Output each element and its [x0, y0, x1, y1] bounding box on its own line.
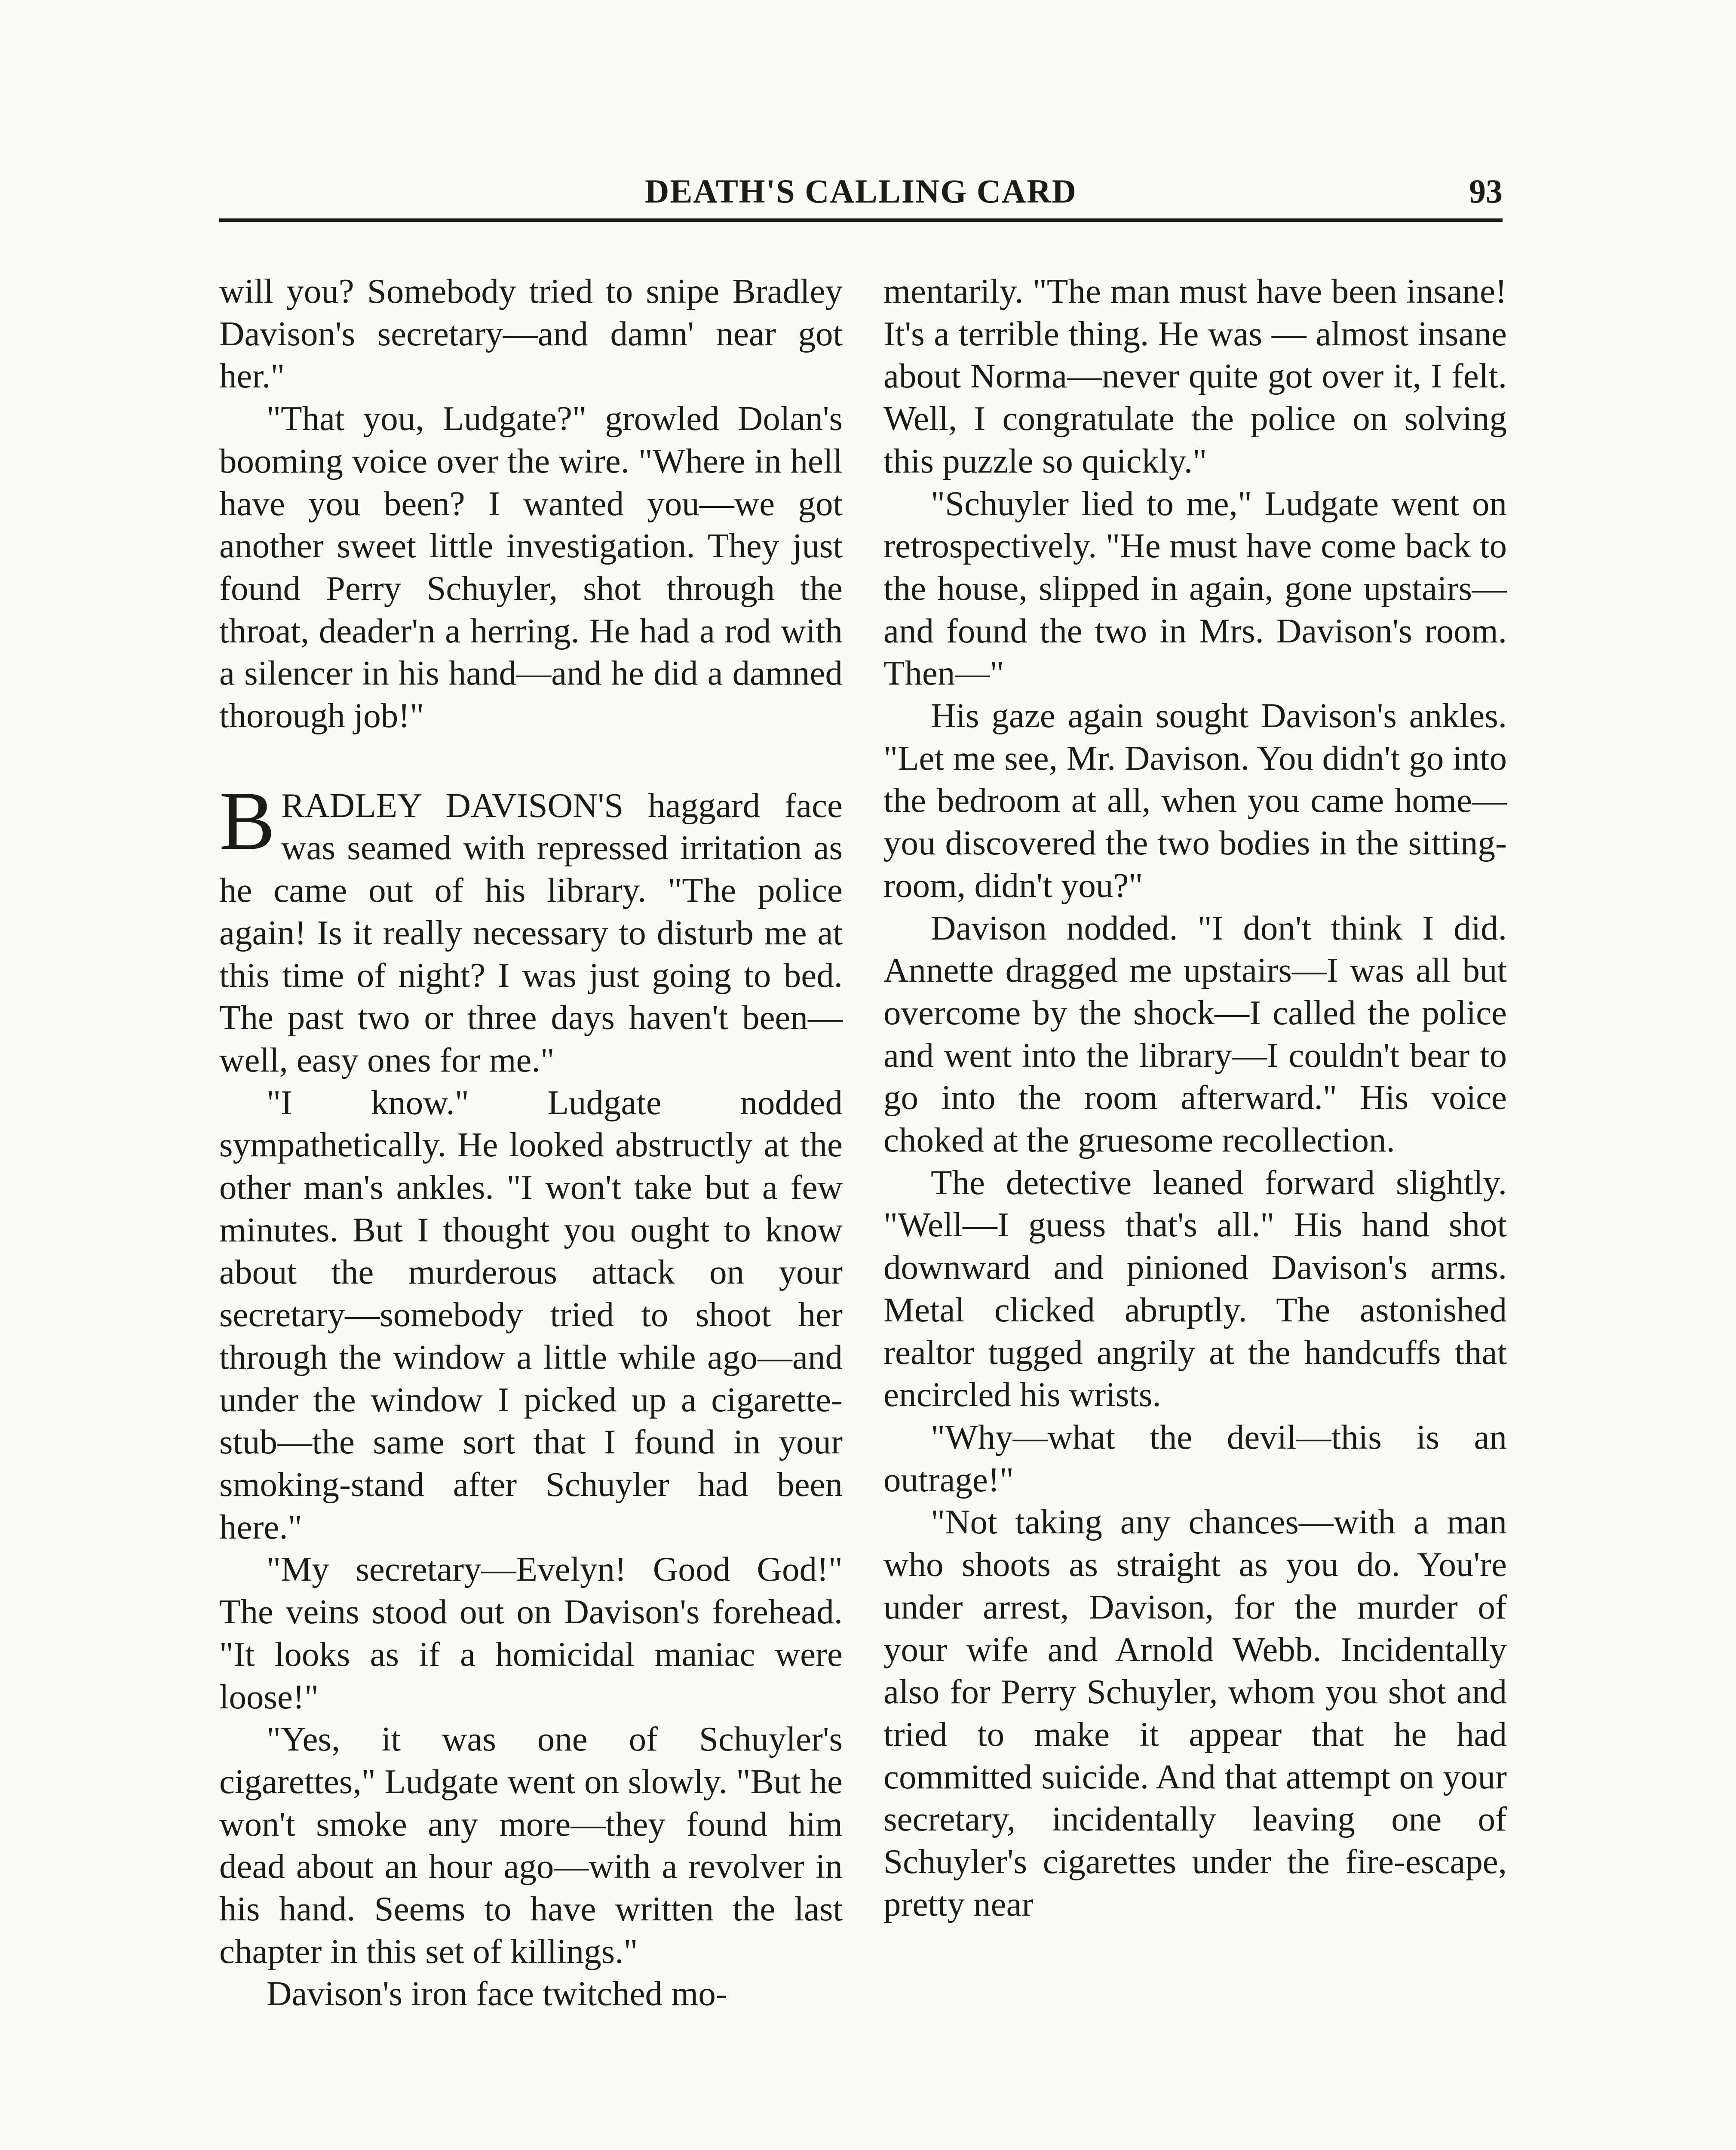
page-number: 93 [1469, 172, 1503, 210]
paragraph-text: RADLEY DAVISON'S haggard face was seamed with repressed irritation as he came out of his library. "The police again! Is it really necessary to disturb me at this time of night? I was just going to bed. The past two or three days haven't been—well, easy ones for me." [219, 786, 843, 1079]
paragraph: Davison's iron face twitched mo- [267, 1974, 727, 2013]
paragraph: mentarily. "The man must have been insane! It's a terrible thing. He was — almost insane about Norma—never quite got over it, I felt. Well, I congratulate the police on solving this puzzle so quickly." [883, 272, 1507, 480]
paragraph: will you? Somebody tried to snipe Bradley Davison's secretary—and damn' near got her." [219, 272, 843, 396]
running-title: DEATH'S CALLING CARD [644, 172, 1077, 210]
paragraph: Davison nodded. "I don't think I did. Annette dragged me upstairs—I was all but overcome by the shock—I called the police and went into the library—I couldn't bear to go into the room afterward." His voice choked at the gruesome recollection. [883, 908, 1507, 1160]
paragraph: "Yes, it was one of Schuyler's cigarettes," Ludgate went on slowly. "But he won't smoke any more—they found him dead about an hour ago—with a revolver in his hand. Seems to have written the last chapter in this set of killings." [219, 1720, 843, 1971]
page-header [219, 170, 1503, 219]
paragraph: His gaze again sought Davison's ankles. "Let me see, Mr. Davison. You didn't go into the bedroom at all, when you came home—you discovered the two bodies in the sitting-room, didn't you?" [883, 696, 1507, 905]
drop-cap: B [219, 774, 276, 867]
paragraph: "I know." Ludgate nodded sympathetically. He looked abstructly at the other man's ankles. "I won't take but a few minutes. But I thought you ought to know about the murderous attack on your secretary—somebody tried to shoot her through the window a little while ago—and under the window I picked up a cigarette-stub—the same sort that I found in your smoking-stand after Schuyler had been here." [219, 1083, 843, 1546]
header-rule [219, 218, 1503, 222]
left-column [219, 270, 843, 2015]
right-column [883, 270, 1507, 1925]
section-opening-paragraph [219, 774, 843, 1081]
paragraph: "Not taking any chances—with a man who shoots as straight as you do. You're under arrest, Davison, for the murder of your wife and Arnold Webb. Incidentally also for Perry Schuyler, whom you shot and tried to make it appear that he had committed suicide. And that attempt on your secretary, incidentally leaving one of Schuyler's cigarettes under the fire-escape, pretty near [883, 1502, 1507, 1923]
paragraph: "Why—what the devil—this is an outrage!" [883, 1417, 1507, 1499]
paragraph: "Schuyler lied to me," Ludgate went on retrospectively. "He must have come back to the house, slipped in again, gone upstairs—and found the two in Mrs. Davison's room. Then—" [883, 484, 1507, 693]
paragraph: "My secretary—Evelyn! Good God!" The veins stood out on Davison's forehead. "It looks as if a homicidal maniac were loose!" [219, 1550, 843, 1716]
paragraph: "That you, Ludgate?" growled Dolan's booming voice over the wire. "Where in hell have you been? I wanted you—we got another sweet little investigation. They just found Perry Schuyler, shot through the throat, deader'n a herring. He had a rod with a silencer in his hand—and he did a damned thorough job!" [219, 399, 843, 735]
paragraph: The detective leaned forward slightly. "Well—I guess that's all." His hand shot downward and pinioned Davison's arms. Metal clicked abruptly. The astonished realtor tugged angrily at the handcuffs that encircled his wrists. [883, 1163, 1507, 1414]
